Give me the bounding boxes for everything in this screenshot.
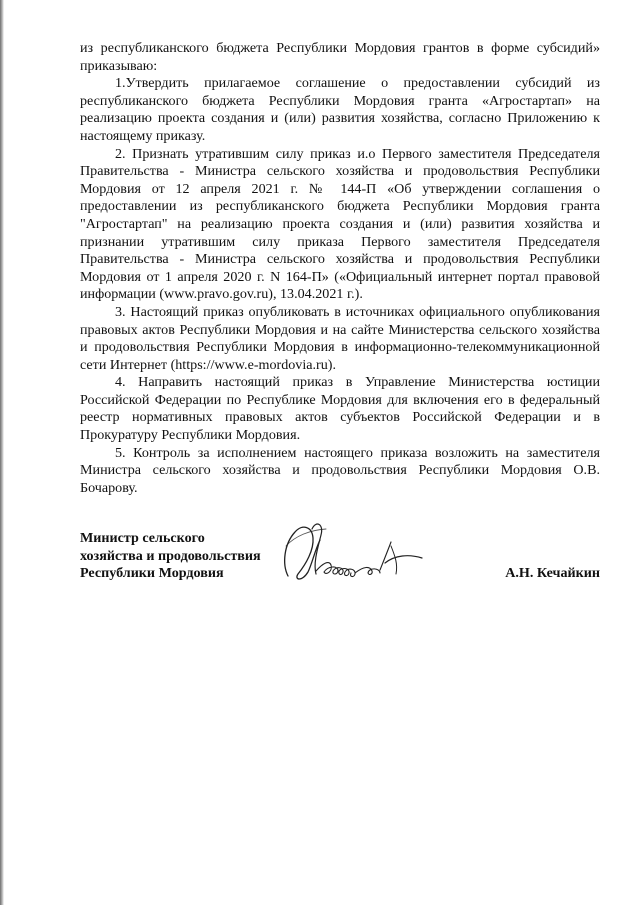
signer-title-line-1: Министр сельского (80, 530, 205, 546)
paragraph-item-2: 2. Признать утратившим силу приказ и.о Первого заместителя Председателя Правительства - Министра сельского хозяйства и продовольствия Республики Мордовия от 12 апреля 2021 г. № 144-П «Об утверждении соглашения о предоставлении из республиканского бюджета Республики Мордовия гранта "Агростартап" на реализацию проекта создания и (или) развития хозяйства и признании утратившим силу приказа Первого заместителя Председателя Правительства - Министра сельского хозяйства и продовольствия Республики Мордовия от 1 апреля 2020 г. N 164-П» («Официальный интернет портал правовой информации (www.pravo.gov.ru), 13.04.2021 г.). (80, 145, 600, 303)
paragraph-item-5: 5. Контроль за исполнением настоящего приказа возложить на заместителя Министра сельского хозяйства и продовольствия Республики Мордовия О.В. Бочарову. (80, 444, 600, 496)
signer-title-line-2: хозяйства и продовольствия (80, 547, 261, 564)
paragraph-item-4: 4. Направить настоящий приказ в Управление Министерства юстиции Российской Федерации по Республике Мордовия для включения его в федеральный реестр нормативных правовых актов субъектов Российской Федерации и в Прокуратуру Республики Мордовия. (80, 374, 600, 444)
signer-title-line-3: Республики Мордовия (80, 565, 224, 582)
signature-block (80, 530, 600, 600)
handwritten-signature-icon (268, 516, 438, 588)
paragraph-preamble: из республиканского бюджета Республики Мордовия грантов в форме субсидий» приказываю: (80, 40, 600, 74)
paragraph-item-1: 1.Утвердить прилагаемое соглашение о предоставлении субсидий из республиканского бюджета Республики Мордовия гранта «Агростартап» на реализацию проекта создания и (или) развития хозяйства, согласно Приложению к настоящему приказу. (80, 75, 600, 144)
document-body (80, 40, 600, 497)
signer-name: А.Н. Кечайкин (505, 565, 600, 581)
signer-title (80, 530, 261, 583)
scan-shadow-edge (0, 0, 4, 905)
paragraph-item-3: 3. Настоящий приказ опубликовать в источниках официального опубликования правовых актов Республики Мордовия и на сайте Министерства сельского хозяйства и продовольствия Республики Мордовия в информационно-телекоммуникационной сети Интернет (https://www.e-mordovia.ru). (80, 303, 600, 373)
